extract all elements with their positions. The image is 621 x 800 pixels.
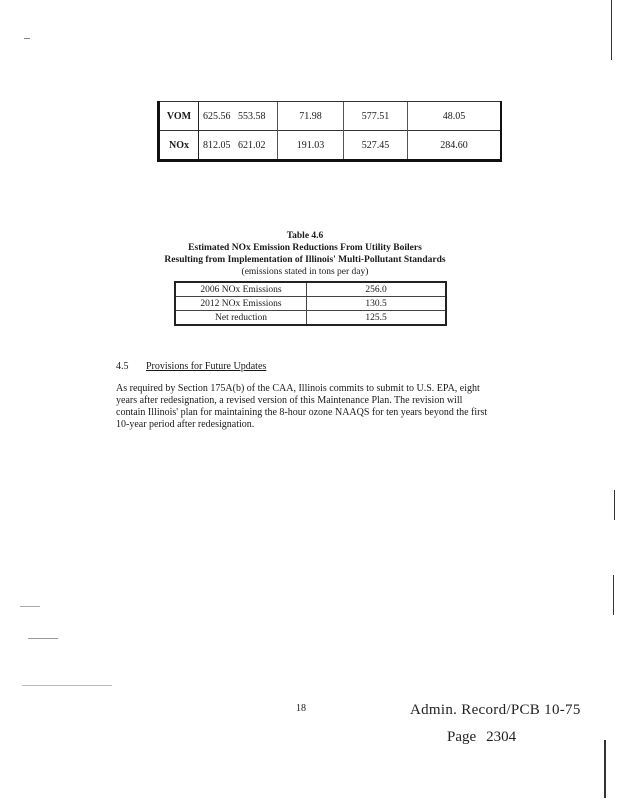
value-cell: 284.60: [408, 131, 502, 161]
scan-mark-bottom: [22, 685, 112, 686]
value-cell: 812.05 621.02: [199, 131, 278, 161]
section-number: 4.5: [116, 361, 129, 372]
pollutant-cell: NOx: [159, 131, 199, 161]
section-title: Provisions for Future Updates: [146, 361, 267, 372]
scan-edge-bottom: [604, 740, 606, 798]
value-cell: 577.51: [344, 102, 408, 131]
table-subtitle: Resulting from Implementation of Illinois' Multi-Pollutant Standards: [164, 255, 446, 265]
section-body: As required by Section 175A(b) of the CAA, Illinois commits to submit to U.S. EPA, eight years after redesignation, a revised version of this Maintenance Plan. The revision will contain Illinois' plan for maintaining the 8-hour ozone NAAQS for ten years beyond the first 10-year period after redesignation.: [116, 383, 488, 430]
table-row: [175, 282, 446, 297]
page-stamp-label: Page: [447, 729, 477, 745]
table-row: [159, 131, 502, 161]
value-cell: 625.56 553.58: [199, 102, 278, 131]
table-title: Estimated NOx Emission Reductions From Utility Boilers: [188, 243, 422, 253]
row-label: Net reduction: [175, 311, 307, 326]
row-label: 2012 NOx Emissions: [175, 297, 307, 311]
value-cell: 48.05: [408, 102, 502, 131]
scan-mark-left3: [28, 638, 58, 639]
table-caption: [120, 230, 490, 278]
row-value: 125.5: [307, 311, 447, 326]
emissions-table: [157, 101, 502, 162]
scan-mark-left2: [20, 606, 40, 607]
row-label: 2006 NOx Emissions: [175, 282, 307, 297]
table-note: (emissions stated in tons per day): [241, 267, 369, 277]
table-row: [159, 102, 502, 131]
page-stamp-value: 2304: [486, 729, 517, 745]
nox-reduction-table: [174, 281, 447, 326]
table-row: [175, 311, 446, 326]
scan-edge-mid: [614, 490, 615, 520]
scan-edge-top: [611, 0, 612, 60]
admin-record-stamp: Admin. Record/PCB 10-75: [410, 702, 581, 718]
scan-edge-lower: [613, 575, 614, 615]
page-number: 18: [296, 703, 306, 714]
pollutant-cell: VOM: [159, 102, 199, 131]
page-stamp: [447, 729, 516, 746]
row-value: 256.0: [307, 282, 447, 297]
value-cell: 527.45: [344, 131, 408, 161]
value-cell: 71.98: [278, 102, 344, 131]
value-cell: 191.03: [278, 131, 344, 161]
table-row: [175, 297, 446, 311]
row-value: 130.5: [307, 297, 447, 311]
table-number: Table 4.6: [286, 231, 324, 241]
scan-mark-left: [24, 38, 30, 39]
